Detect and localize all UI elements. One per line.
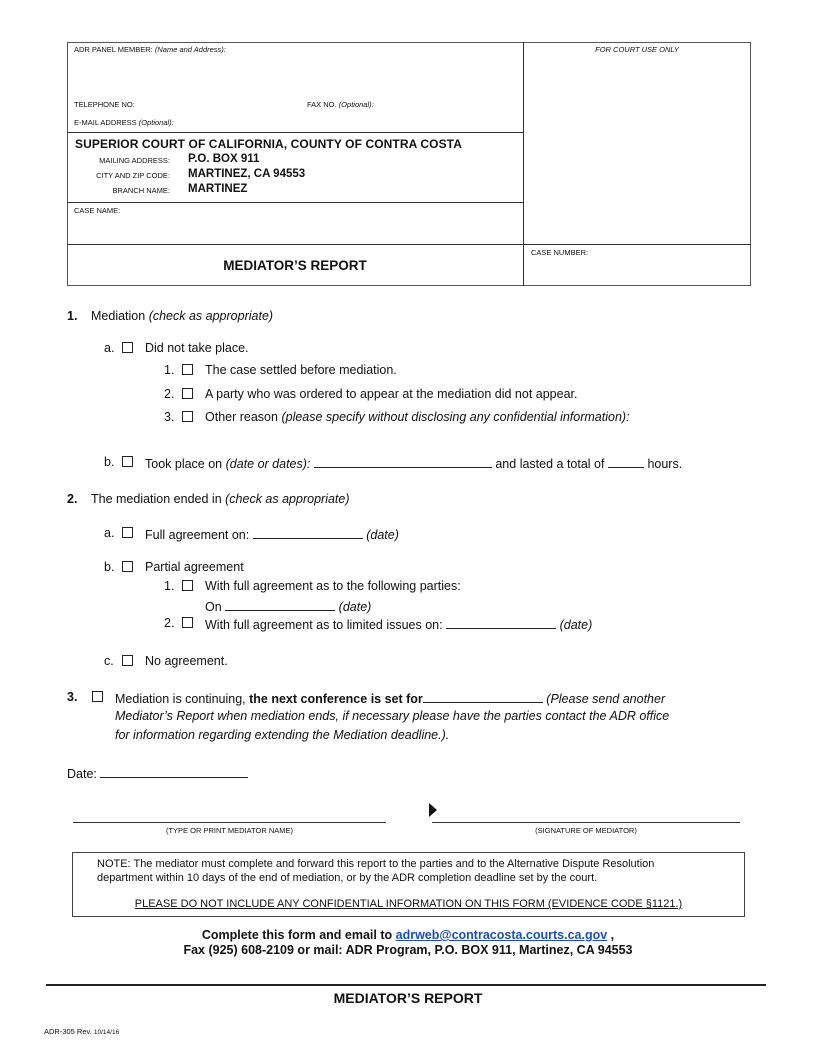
case-number-label[interactable]: CASE NUMBER:: [531, 248, 589, 257]
item-1b-mid: and lasted a total of: [495, 457, 605, 471]
adr-panel-hint: (Name and Address):: [154, 45, 226, 54]
section-3-hint-3: for information regarding extending the Mediation deadline.).: [115, 728, 450, 742]
footer-line-1: [0, 928, 816, 942]
item-1a3-number: 3.: [164, 410, 175, 424]
footer-title: MEDIATOR’S REPORT: [333, 990, 483, 1006]
checkbox-1a1[interactable]: [182, 364, 193, 375]
court-name: SUPERIOR COURT OF CALIFORNIA, COUNTY OF CONTRA COSTA: [75, 137, 462, 151]
checkbox-1b[interactable]: [122, 456, 133, 467]
next-conference-field[interactable]: [423, 690, 543, 703]
item-2b1-number: 1.: [164, 579, 175, 593]
item-2b2-line: [205, 616, 592, 632]
section-1-text: Mediation: [91, 309, 146, 323]
fax-field[interactable]: [307, 100, 374, 109]
item-1a3-line: [205, 410, 630, 424]
item-2a-text: Full agreement on:: [145, 528, 250, 542]
hours-field[interactable]: [608, 455, 644, 468]
fax-label: FAX NO.: [307, 100, 337, 109]
section-3-line1: [115, 690, 665, 706]
branch-label: BRANCH NAME:: [112, 186, 170, 195]
item-2b1-date-hint: (date): [338, 600, 372, 614]
telephone-label[interactable]: TELEPHONE NO:: [74, 100, 135, 109]
item-1a2-text: A party who was ordered to appear at the mediation did not appear.: [205, 387, 578, 401]
section-1-heading: [91, 309, 273, 323]
full-agreement-date-field[interactable]: [253, 526, 363, 539]
item-2b2-date-hint: (date): [559, 618, 593, 632]
item-1a1-number: 1.: [164, 363, 175, 377]
note-line-1: NOTE: The mediator must complete and forward this report to the parties and to the Alternative Dispute Resolution: [97, 858, 655, 870]
item-1b-hint: (date or dates):: [225, 457, 311, 471]
item-1b-line: [145, 455, 682, 471]
signature-line[interactable]: [432, 822, 740, 823]
header-vertical-divider: [523, 42, 524, 286]
branch-value: MARTINEZ: [188, 183, 248, 195]
footer-comma: ,: [610, 928, 615, 942]
item-2a-date-hint: (date): [366, 528, 399, 542]
header-divider-court: [67, 132, 523, 133]
date-label: Date:: [67, 767, 97, 781]
section-3-bold: the next conference is set for: [249, 692, 423, 706]
header-divider-title: [67, 244, 751, 245]
note-line-2: department within 10 days of the end of mediation, or by the ADR completion deadline set by the court.: [97, 872, 598, 884]
section-2-text: The mediation ended in: [91, 492, 222, 506]
item-2c-letter: c.: [104, 654, 114, 668]
checkbox-2b2[interactable]: [182, 617, 193, 628]
section-2-number: 2.: [67, 492, 78, 506]
item-1a-text: Did not take place.: [145, 341, 249, 355]
adr-panel-label: ADR PANEL MEMBER:: [74, 45, 153, 54]
signature-caption: (SIGNATURE OF MEDIATOR): [535, 826, 637, 835]
item-2b1-text: With full agreement as to the following parties:: [205, 579, 461, 593]
checkbox-1a3[interactable]: [182, 411, 193, 422]
item-2b-letter: b.: [104, 560, 115, 574]
section-2-hint: (check as appropriate): [225, 492, 350, 506]
note-warning: PLEASE DO NOT INCLUDE ANY CONFIDENTIAL INFORMATION ON THIS FORM (EVIDENCE CODE §1121.): [134, 898, 683, 910]
checkbox-1a[interactable]: [122, 342, 133, 353]
item-1b-letter: b.: [104, 455, 115, 469]
item-1b-end: hours.: [647, 457, 683, 471]
header-divider-casename: [67, 202, 523, 203]
item-1a1-text: The case settled before mediation.: [205, 363, 397, 377]
footer-instruction: Complete this form and email to: [201, 928, 393, 942]
section-1-number: 1.: [67, 309, 78, 323]
section-2-heading: [91, 492, 350, 506]
item-1a2-number: 2.: [164, 387, 175, 401]
item-2a-line: [145, 526, 399, 542]
checkbox-2b[interactable]: [122, 561, 133, 572]
mailing-value: P.O. BOX 911: [188, 153, 260, 165]
item-2b-text: Partial agreement: [145, 560, 244, 574]
item-2b2-text: With full agreement as to limited issues on:: [205, 618, 443, 632]
city-value: MARTINEZ, CA 94553: [188, 168, 306, 180]
city-label: CITY AND ZIP CODE:: [96, 171, 170, 180]
item-1a3-text: Other reason: [205, 410, 278, 424]
parties-agreement-date-field[interactable]: [225, 598, 335, 611]
email-link[interactable]: adrweb@contracosta.courts.ca.gov: [395, 928, 608, 942]
fax-hint: (Optional):: [338, 100, 374, 109]
section-3-hint-2: Mediator’s Report when mediation ends, if necessary please have the parties contact the ADR office: [115, 709, 670, 723]
footer-line-2: Fax (925) 608-2109 or mail: ADR Program, P.O. BOX 911, Martinez, CA 94553: [183, 943, 633, 957]
section-3-hint-1: (Please send another: [546, 692, 666, 706]
checkbox-2c[interactable]: [122, 655, 133, 666]
section-3-text: Mediation is continuing,: [115, 692, 246, 706]
item-2a-letter: a.: [104, 526, 115, 540]
item-2b1-on-line: [205, 598, 371, 614]
item-1a3-hint: (please specify without disclosing any confidential information):: [281, 410, 630, 424]
footer-rule: [46, 984, 766, 986]
section-3-number: 3.: [67, 690, 78, 704]
section-1-hint: (check as appropriate): [148, 309, 274, 323]
limited-issues-date-field[interactable]: [446, 616, 556, 629]
item-2b1-on: On: [205, 600, 222, 614]
email-label: E-MAIL ADDRESS: [74, 118, 137, 127]
adr-panel-field[interactable]: [74, 45, 226, 54]
report-title: MEDIATOR’S REPORT: [223, 258, 367, 273]
item-2c-text: No agreement.: [145, 654, 228, 668]
email-field[interactable]: [74, 118, 174, 127]
case-name-label[interactable]: CASE NAME:: [74, 206, 121, 215]
court-use-label: FOR COURT USE ONLY: [595, 45, 679, 54]
email-hint: (Optional):: [138, 118, 174, 127]
mediator-name-caption: (TYPE OR PRINT MEDIATOR NAME): [165, 826, 294, 835]
mediation-dates-field[interactable]: [314, 455, 492, 468]
form-id-label: ADR-305 Rev.: [44, 1027, 92, 1036]
signature-arrow-icon: [429, 803, 439, 817]
form-revision: 10/14/16: [93, 1029, 120, 1036]
checkbox-1a2[interactable]: [182, 388, 193, 399]
item-2b2-number: 2.: [164, 616, 175, 630]
checkbox-3[interactable]: [92, 691, 103, 702]
mediator-name-line[interactable]: [73, 822, 386, 823]
date-line: [67, 765, 248, 781]
date-field[interactable]: [100, 765, 248, 778]
checkbox-2b1[interactable]: [182, 580, 193, 591]
checkbox-2a[interactable]: [122, 527, 133, 538]
mailing-label: MAILING ADDRESS:: [99, 156, 170, 165]
form-id: [44, 1027, 119, 1036]
item-1a-letter: a.: [104, 341, 115, 355]
item-1b-text: Took place on: [145, 457, 223, 471]
